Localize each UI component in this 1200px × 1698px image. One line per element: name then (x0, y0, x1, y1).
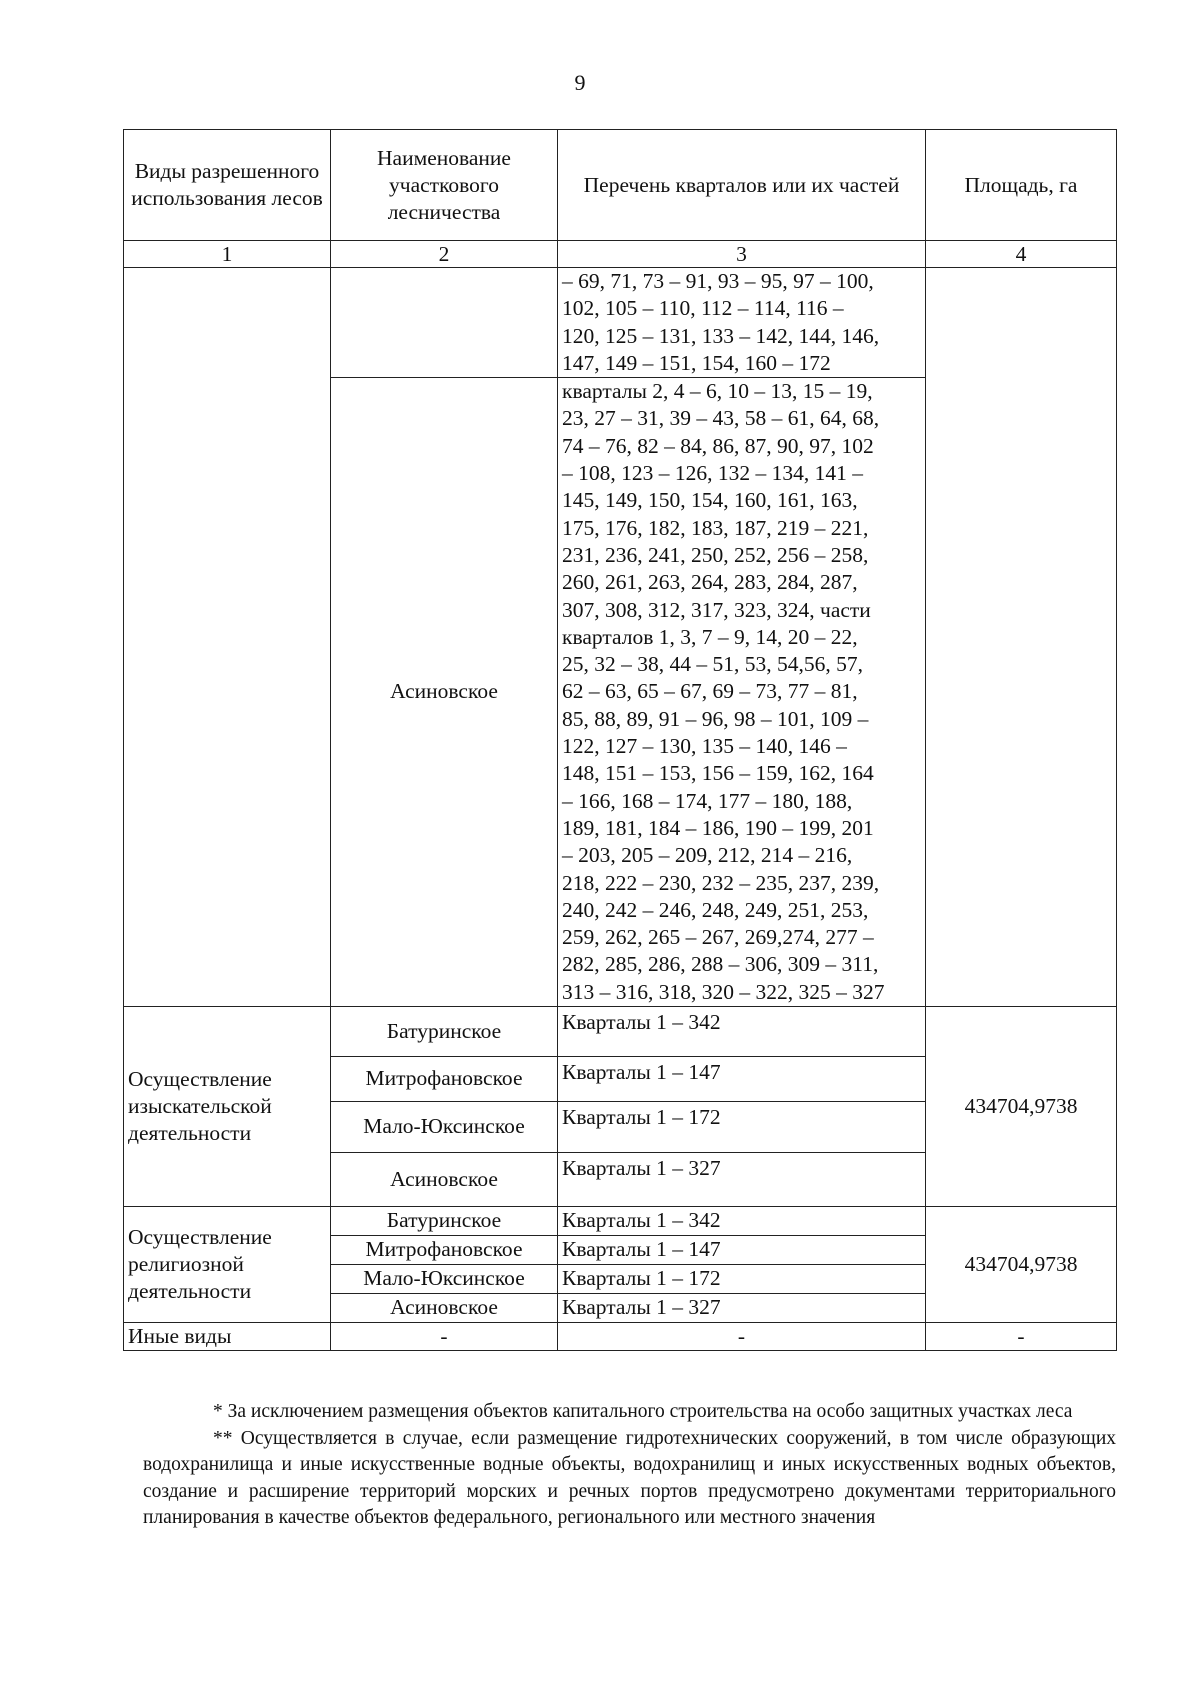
forestry-name: Асиновское (331, 378, 558, 1007)
quarter-line: 120, 125 – 131, 133 – 142, 144, 146, (562, 323, 880, 348)
kind-other: Иные виды (124, 1323, 331, 1351)
footnotes (143, 1399, 1116, 1532)
quarters-range: Кварталы 1 – 327 (558, 1153, 926, 1207)
quarter-line: 175, 176, 182, 183, 187, 219 – 221, (562, 515, 869, 540)
kind-cell-empty (124, 268, 331, 1007)
column-number: 1 (124, 241, 331, 268)
header-area: Площадь, га (926, 130, 1117, 241)
religious-row (124, 1207, 1117, 1236)
column-number: 3 (558, 241, 926, 268)
quarter-line: 189, 181, 184 – 186, 190 – 199, 201 (562, 815, 874, 840)
header-forestry: Наименование участкового лесничества (331, 130, 558, 241)
quarters-range: Кварталы 1 – 147 (558, 1057, 926, 1102)
quarter-line: 62 – 63, 65 – 67, 69 – 73, 77 – 81, (562, 679, 858, 704)
quarter-line: 25, 32 – 38, 44 – 51, 53, 54,56, 57, (562, 652, 863, 677)
forestry-name: Асиновское (331, 1294, 558, 1323)
quarters-range: Кварталы 1 – 342 (558, 1007, 926, 1057)
forestry-name: Мало-Юксинское (331, 1265, 558, 1294)
area-religious: 434704,9738 (926, 1207, 1117, 1323)
continuation-row (124, 268, 1117, 378)
quarter-line: 74 – 76, 82 – 84, 86, 87, 90, 97, 102 (562, 433, 874, 458)
forestry-name: Мало-Юксинское (331, 1102, 558, 1153)
quarter-line: – 108, 123 – 126, 132 – 134, 141 – (562, 461, 863, 486)
quarter-line: – 166, 168 – 174, 177 – 180, 188, (562, 788, 853, 813)
forestry-name: Батуринское (331, 1207, 558, 1236)
area-exploration: 434704,9738 (926, 1007, 1117, 1207)
column-number: 2 (331, 241, 558, 268)
header-row (124, 130, 1117, 241)
quarter-line: 148, 151 – 153, 156 – 159, 162, 164 (562, 761, 874, 786)
quarters-range: Кварталы 1 – 172 (558, 1265, 926, 1294)
quarters-range: Кварталы 1 – 172 (558, 1102, 926, 1153)
forestry-cell-empty (331, 268, 558, 378)
page-number: 9 (574, 70, 586, 95)
header-kinds: Виды разрешенного использования лесов (124, 130, 331, 241)
quarters-dash: - (558, 1323, 926, 1351)
quarter-line: кварталов 1, 3, 7 – 9, 14, 20 – 22, (562, 624, 858, 649)
column-number: 4 (926, 241, 1117, 268)
forestry-name: Асиновское (331, 1153, 558, 1207)
asinovskoe-quarters (558, 378, 926, 1007)
quarters-range: Кварталы 1 – 342 (558, 1207, 926, 1236)
footnote-1: * За исключением размещения объектов капитального строительства на особо защитных участках леса (213, 1401, 1073, 1422)
area-cell-empty (926, 268, 1117, 1007)
quarters-range: Кварталы 1 – 147 (558, 1236, 926, 1265)
column-number-row (124, 241, 1117, 268)
quarter-line: 23, 27 – 31, 39 – 43, 58 – 61, 64, 68, (562, 406, 880, 431)
kind-exploration: Осуществление изыскательской деятельности (124, 1007, 331, 1207)
quarter-line: 218, 222 – 230, 232 – 235, 237, 239, (562, 870, 880, 895)
exploration-row (124, 1007, 1117, 1057)
quarter-line: 122, 127 – 130, 135 – 140, 146 – (562, 734, 847, 759)
quarter-line: 145, 149, 150, 154, 160, 161, 163, (562, 488, 858, 513)
quarter-line: – 69, 71, 73 – 91, 93 – 95, 97 – 100, (562, 269, 874, 293)
kind-religious: Осуществление религиозной деятельности (124, 1207, 331, 1323)
quarter-line: 240, 242 – 246, 248, 249, 251, 253, (562, 897, 869, 922)
forest-use-table (123, 129, 1117, 1351)
quarter-line: кварталы 2, 4 – 6, 10 – 13, 15 – 19, (562, 379, 873, 404)
quarter-line: 259, 262, 265 – 267, 269,274, 277 – (562, 925, 874, 950)
quarter-line: 147, 149 – 151, 154, 160 – 172 (562, 350, 831, 375)
area-dash: - (926, 1323, 1117, 1351)
forestry-name: Митрофановское (331, 1057, 558, 1102)
forestry-dash: - (331, 1323, 558, 1351)
quarters-range: Кварталы 1 – 327 (558, 1294, 926, 1323)
forestry-name: Митрофановское (331, 1236, 558, 1265)
quarter-line: 307, 308, 312, 317, 323, 324, части (562, 597, 871, 622)
quarter-line: 313 – 316, 318, 320 – 322, 325 – 327 (562, 979, 885, 1004)
quarter-line: 282, 285, 286, 288 – 306, 309 – 311, (562, 952, 879, 977)
other-kinds-row (124, 1323, 1117, 1351)
forestry-name: Батуринское (331, 1007, 558, 1057)
quarter-line: 231, 236, 241, 250, 252, 256 – 258, (562, 542, 869, 567)
continuation-quarters (558, 268, 926, 378)
header-quarters: Перечень кварталов или их частей (558, 130, 926, 241)
footnote-2: ** Осуществляется в случае, если размещение гидротехнических сооружений, в том числе образующих водохранилища и иные искусственные водные объекты, водохранилищ и иных искусственных водных объектов, создание и расширение территорий морских и речных портов предусмотрено документами территориального планирования в качестве объектов федерального, регионального или местного значения (143, 1427, 1116, 1528)
quarter-line: 85, 88, 89, 91 – 96, 98 – 101, 109 – (562, 706, 869, 731)
quarter-line: 260, 261, 263, 264, 283, 284, 287, (562, 570, 858, 595)
quarter-line: – 203, 205 – 209, 212, 214 – 216, (562, 843, 853, 868)
quarter-line: 102, 105 – 110, 112 – 114, 116 – (562, 296, 844, 321)
